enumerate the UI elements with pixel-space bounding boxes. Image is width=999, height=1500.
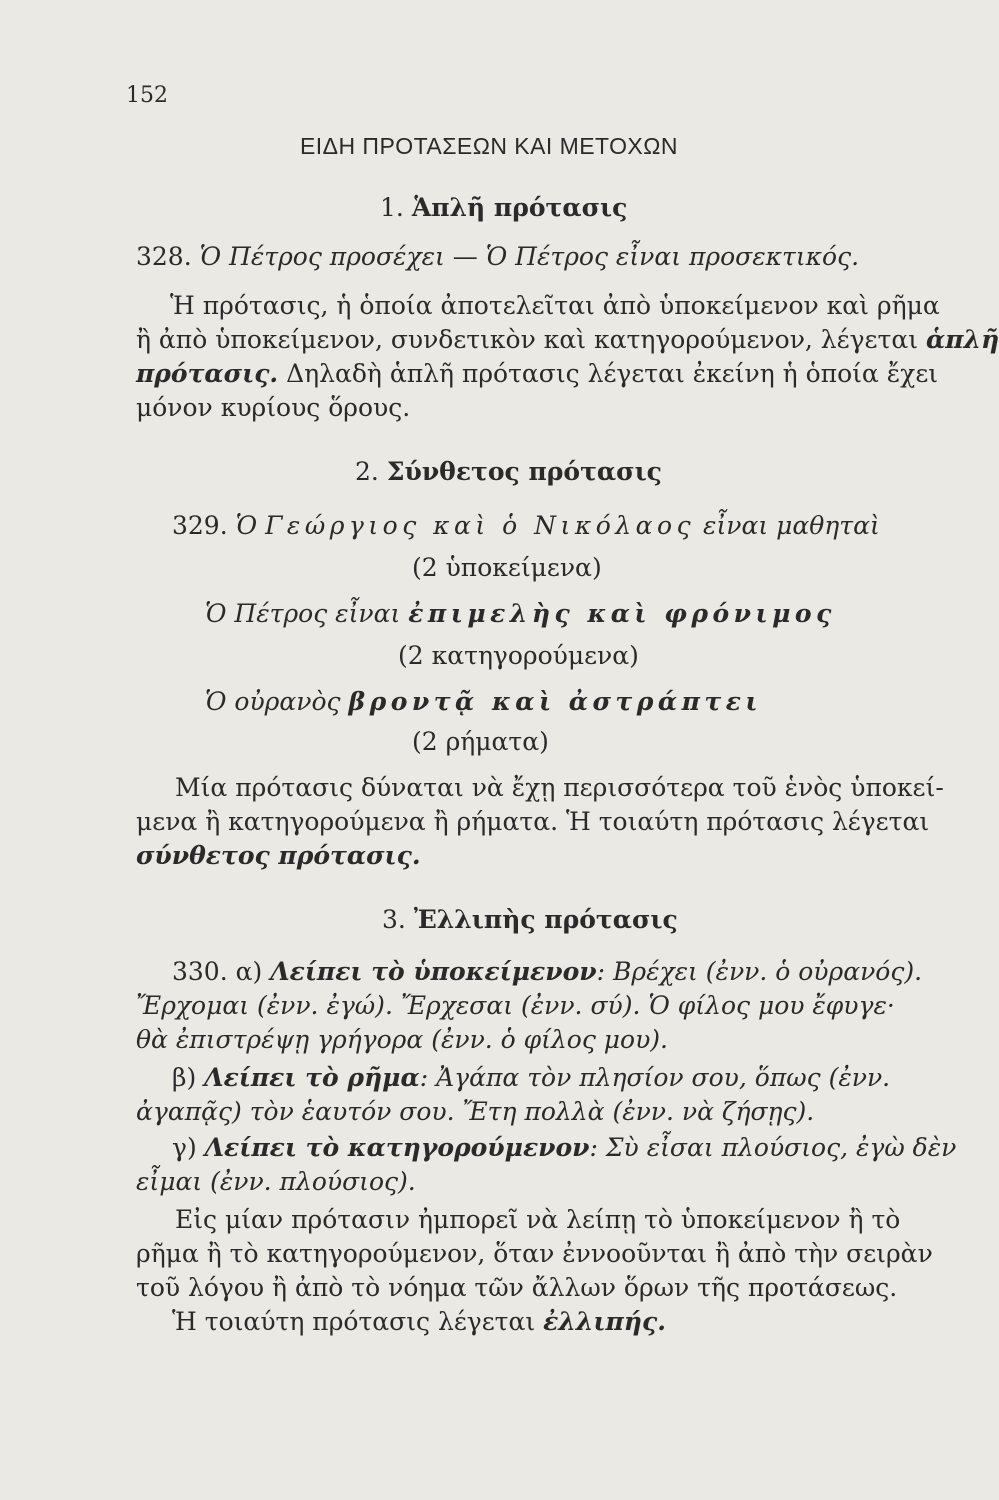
section-1-number: 1. [380,193,404,222]
def-3-line-1: Εἰς μίαν πρότασιν ἠμπορεῖ νὰ λείπῃ τὸ ὑποκείμενον ἢ τὸ [175,1205,901,1234]
item-c-term: Λείπει τὸ κατηγορούμενον [204,1133,590,1162]
def-2-line-1: Μία πρότασις δύναται νὰ ἔχῃ περισσότερα τοῦ ἑνὸς ὑποκεί- [175,773,944,802]
dash: — [444,242,486,271]
example-1-a: Ὁ [235,511,258,540]
paragraph-330-b [172,1062,891,1094]
def-1-line-2-text: ἢ ἀπὸ ὑποκείμενον, συνδετικὸν καὶ κατηγορούμενον, λέγεται [136,325,919,354]
term-simple: ἁπλῆ [925,325,999,354]
example-3-a: Ὁ οὐρανὸς [205,687,341,716]
example-1-spaced: Γεώργιος καὶ ὁ Νικόλαος [265,511,696,540]
paragraph-328-example [136,241,859,273]
def-1-line-2 [136,324,999,356]
term-compound: σύνθετος πρότασις. [136,841,421,870]
def-3-line-4 [172,1306,666,1338]
def-2-line-2: μενα ἢ κατηγορούμενα ἢ ρήματα. Ἡ τοιαύτη πρότασις λέγεται [136,807,930,836]
section-2-number: 2. [355,457,379,486]
term-elliptical: ἐλλιπής. [543,1307,666,1336]
item-b-term: Λείπει τὸ ρῆμα [204,1063,420,1092]
paragraph-330-a [172,956,922,988]
item-c-line-2: εἶμαι (ἐνν. πλούσιος). [136,1167,416,1196]
def-1-line-3 [136,358,939,390]
section-2-title: Σύνθετος πρότασις [386,457,662,486]
paragraph-number: 330. [172,957,228,986]
item-c-text: : Σὺ εἶσαι πλούσιος, ἐγὼ δὲν [589,1133,957,1162]
section-1-title: Ἁπλῆ πρότασις [411,193,628,222]
example-2-spaced: ἐπιμελὴς καὶ φρόνιμος [408,599,836,628]
item-b-line-2: ἀγαπᾷς) τὸν ἑαυτόν σου. Ἔτη πολλὰ (ἐνν. νὰ ζήσῃς). [136,1097,815,1126]
page-number: 152 [126,83,168,108]
item-a-label: α) [235,957,263,986]
item-b-text: : Ἀγάπα τὸν πλησίον σου, ὅπως (ἐνν. [419,1063,891,1092]
def-1-line-4: μόνον κυρίους ὅρους. [136,393,411,422]
example-2-note: (2 κατηγορούμενα) [398,641,639,670]
item-a-term: Λείπει τὸ ὑποκείμενον [270,957,597,986]
def-1-line-1: Ἡ πρότασις, ἡ ὁποία ἀποτελεῖται ἀπὸ ὑποκείμενον καὶ ρῆμα [170,291,940,320]
example-1-b: εἶναι μαθηταὶ [703,511,880,540]
paragraph-number: 328. [136,242,192,271]
example-3-note: (2 ρήματα) [412,727,549,756]
section-1-heading [380,192,627,224]
def-3-line-4-text: Ἡ τοιαύτη πρότασις λέγεται [172,1307,536,1336]
item-c-label: γ) [172,1133,197,1162]
section-3-heading [382,904,678,936]
paragraph-329-example-1 [172,510,880,542]
example-3-spaced: βροντᾷ καὶ ἀστράπτει [348,687,763,716]
paragraph-329-example-3 [205,686,762,718]
example-b: Ὁ Πέτρος εἶναι προσεκτικός. [485,242,860,271]
def-1-line-3-text: Δηλαδὴ ἁπλῆ πρότασις λέγεται ἐκείνη ἡ ὁποία ἔχει [286,359,939,388]
paragraph-number: 329. [172,511,228,540]
section-2-heading [355,456,662,488]
paragraph-330-c [172,1132,957,1164]
item-b-label: β) [172,1063,197,1092]
item-a-line-3: θὰ ἐπιστρέψῃ γρήγορα (ἐνν. ὁ φίλος μου). [136,1025,669,1054]
term-sentence: πρότασις. [136,359,279,388]
def-3-line-2: ρῆμα ἢ τὸ κατηγορούμενον, ὅταν ἐννοοῦνται ἢ ἀπὸ τὴν σειρὰν [136,1239,933,1268]
paragraph-329-example-2 [205,598,836,630]
example-1-note: (2 ὑποκείμενα) [412,553,602,582]
chapter-title: ΕΙΔΗ ΠΡΟΤΑΣΕΩΝ ΚΑΙ ΜΕΤΟΧΩΝ [300,133,678,159]
example-a: Ὁ Πέτρος προσέχει [199,242,445,271]
def-3-line-3: τοῦ λόγου ἢ ἀπὸ τὸ νόημα τῶν ἄλλων ὅρων τῆς προτάσεως. [136,1273,898,1302]
item-a-line-2: Ἔρχομαι (ἐνν. ἐγώ). Ἔρχεσαι (ἐνν. σύ). Ὁ φίλος μου ἔφυγε· [136,991,895,1020]
section-3-title: Ἐλλιπὴς πρότασις [413,905,678,934]
section-3-number: 3. [382,905,406,934]
example-2-a: Ὁ Πέτρος εἶναι [205,599,401,628]
item-a-text: : Βρέχει (ἐνν. ὁ οὐρανός). [596,957,923,986]
